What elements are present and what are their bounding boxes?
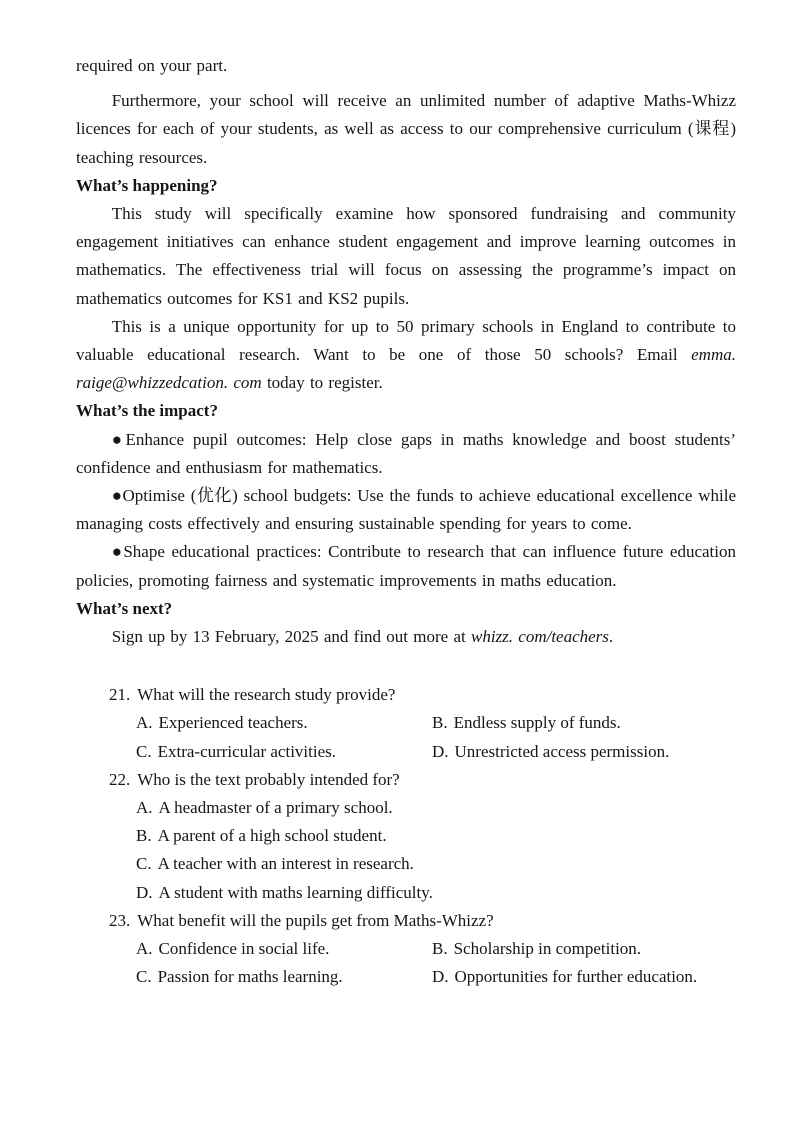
option-b (136, 822, 736, 850)
question-line (109, 907, 736, 935)
reading-passage (76, 52, 736, 651)
option-d (432, 963, 736, 991)
option-text: Confidence in social life. (158, 939, 330, 959)
option-label: D. (432, 741, 449, 761)
option-label: C. (136, 967, 152, 987)
option-a (136, 709, 432, 737)
option-text: A headmaster of a primary school. (158, 798, 393, 818)
question-text: What benefit will the pupils get from Maths-Whizz? (137, 910, 494, 930)
option-text: Scholarship in competition. (453, 939, 642, 959)
section-heading-whats-next: What’s next? (76, 598, 173, 618)
option-label: B. (432, 713, 448, 733)
question-number: 21. (109, 685, 131, 705)
option-d (136, 879, 736, 907)
option-a (136, 794, 736, 822)
passage-paragraph: This study will specifically examine how sponsored fundraising and community engagement initiatives can enhance student engagement and improve learning outcomes in mathematics. The effectiveness trial will focus on assessing the programme’s impact on mathematics outcomes for KS1 and KS2 pupils. (76, 204, 736, 308)
paragraph-text: today to register. (261, 373, 383, 393)
passage-paragraph (76, 313, 736, 398)
option-label: B. (432, 939, 448, 959)
option-label: C. (136, 741, 152, 761)
option-text: Extra-curricular activities. (157, 741, 337, 761)
option-label: C. (136, 854, 152, 874)
option-label: A. (136, 713, 153, 733)
passage-paragraph (76, 623, 736, 651)
option-text: Passion for maths learning. (157, 967, 343, 987)
option-text: A teacher with an interest in research. (157, 854, 414, 874)
passage-paragraph: Furthermore, your school will receive an unlimited number of adaptive Maths-Whizz licences for each of your students, as well as access to our comprehensive curriculum (课程) teaching resources. (76, 91, 736, 167)
option-text: A parent of a high school student. (157, 826, 387, 846)
question-text: What will the research study provide? (137, 685, 396, 705)
bullet-paragraph: ●Shape educational practices: Contribute to research that can influence future education policies, promoting fairness and systematic improvements in maths education. (76, 542, 736, 590)
question-line (109, 766, 736, 794)
option-text: Endless supply of funds. (453, 713, 621, 733)
option-b (432, 935, 736, 963)
paragraph-text: This is a unique opportunity for up to 50 primary schools in England to contribute to valuable educational research. Want to be one of those 50 schools? Email (76, 316, 736, 365)
bullet-paragraph: ●Enhance pupil outcomes: Help close gaps in maths knowledge and boost students’ confidence and enthusiasm for mathematics. (76, 429, 736, 477)
option-c (136, 738, 432, 766)
question-block-21 (109, 681, 736, 766)
options-grid (109, 709, 736, 765)
website-url: whizz. com/teachers (470, 627, 609, 647)
paragraph-text: . (608, 627, 614, 647)
option-label: B. (136, 826, 152, 846)
option-c (136, 850, 736, 878)
option-b (432, 709, 736, 737)
section-heading-whats-happening: What’s happening? (76, 175, 218, 195)
option-label: D. (432, 967, 449, 987)
option-a (136, 935, 432, 963)
questions-section (76, 681, 736, 991)
option-c (136, 963, 432, 991)
question-number: 23. (109, 910, 131, 930)
paragraph-text: Sign up by 13 February, 2025 and find out more at (111, 627, 471, 647)
option-text: A student with maths learning difficulty. (158, 882, 433, 902)
question-line (109, 681, 736, 709)
question-number: 22. (109, 769, 131, 789)
option-text: Opportunities for further education. (454, 967, 698, 987)
bullet-paragraph: ●Optimise (优化) school budgets: Use the funds to achieve educational excellence while managing costs effectively and ensuring sustainable spending for years to come. (76, 486, 736, 534)
option-label: D. (136, 882, 153, 902)
option-label: A. (136, 939, 153, 959)
email-address: emma. raige@whizzedcation. com (76, 345, 736, 393)
section-heading-whats-the-impact: What’s the impact? (76, 401, 218, 421)
option-label: A. (136, 798, 153, 818)
options-grid (109, 935, 736, 991)
options-list (109, 794, 736, 907)
option-text: Unrestricted access permission. (454, 741, 670, 761)
question-block-23 (109, 907, 736, 992)
question-text: Who is the text probably intended for? (137, 769, 400, 789)
question-block-22 (109, 766, 736, 907)
option-text: Experienced teachers. (158, 713, 308, 733)
option-d (432, 738, 736, 766)
passage-paragraph: required on your part. (76, 56, 228, 75)
